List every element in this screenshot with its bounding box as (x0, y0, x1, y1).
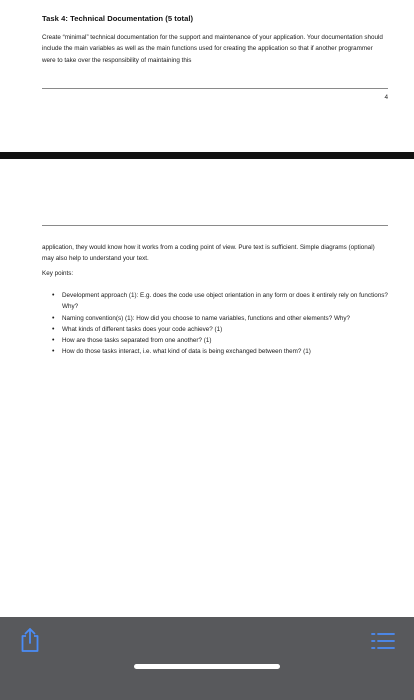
bullet-icon: • (52, 325, 55, 333)
task-description-continued: application, they would know how it works from a coding point of view. Pure text is sufficient. Simple diagrams (optional) may also help to understand your text. (42, 244, 375, 263)
list-item (52, 324, 388, 335)
list-item-text: Development approach (1): E.g. does the code use object orientation in any form or does it entirely rely on functions? Why? (62, 292, 388, 311)
list-item-text: Naming convention(s) (1): How did you choose to name variables, functions and other elements? Why? (62, 314, 351, 322)
key-points-label: Key points: (42, 270, 74, 277)
bullet-icon: • (52, 348, 55, 356)
home-indicator[interactable] (134, 664, 280, 669)
list-item-text: How do those tasks interact, i.e. what kind of data is being exchanged between them? (1) (62, 348, 311, 356)
page-header-rule (42, 225, 388, 226)
key-points-list (52, 290, 388, 358)
bullet-icon: • (52, 337, 55, 345)
list-item (52, 313, 388, 324)
task-description: Create “minimal” technical documentation for the support and maintenance of your application. Your documentation should include the main variables as well as the main functions used for creating the application so that if another programmer were to take over the responsibility of maintaining this (42, 34, 383, 64)
share-button[interactable] (16, 625, 44, 655)
page-footer-rule (42, 88, 388, 89)
list-item (52, 290, 388, 313)
share-icon (19, 627, 41, 653)
page-top (0, 0, 414, 150)
list-button[interactable] (368, 627, 398, 655)
page-number: 4 (384, 94, 388, 101)
list-item-text: What kinds of different tasks does your code achieve? (1) (62, 325, 223, 333)
list-item (52, 335, 388, 346)
bullet-icon: • (52, 292, 55, 299)
list-icon (370, 630, 396, 652)
list-item-text: How are those tasks separated from one another? (1) (62, 337, 212, 345)
bullet-icon: • (52, 314, 55, 322)
page-next (0, 159, 414, 617)
bottom-toolbar (0, 617, 414, 700)
task-title: Task 4: Technical Documentation (5 total) (42, 14, 194, 23)
list-item (52, 346, 388, 357)
page-separator (0, 152, 414, 159)
